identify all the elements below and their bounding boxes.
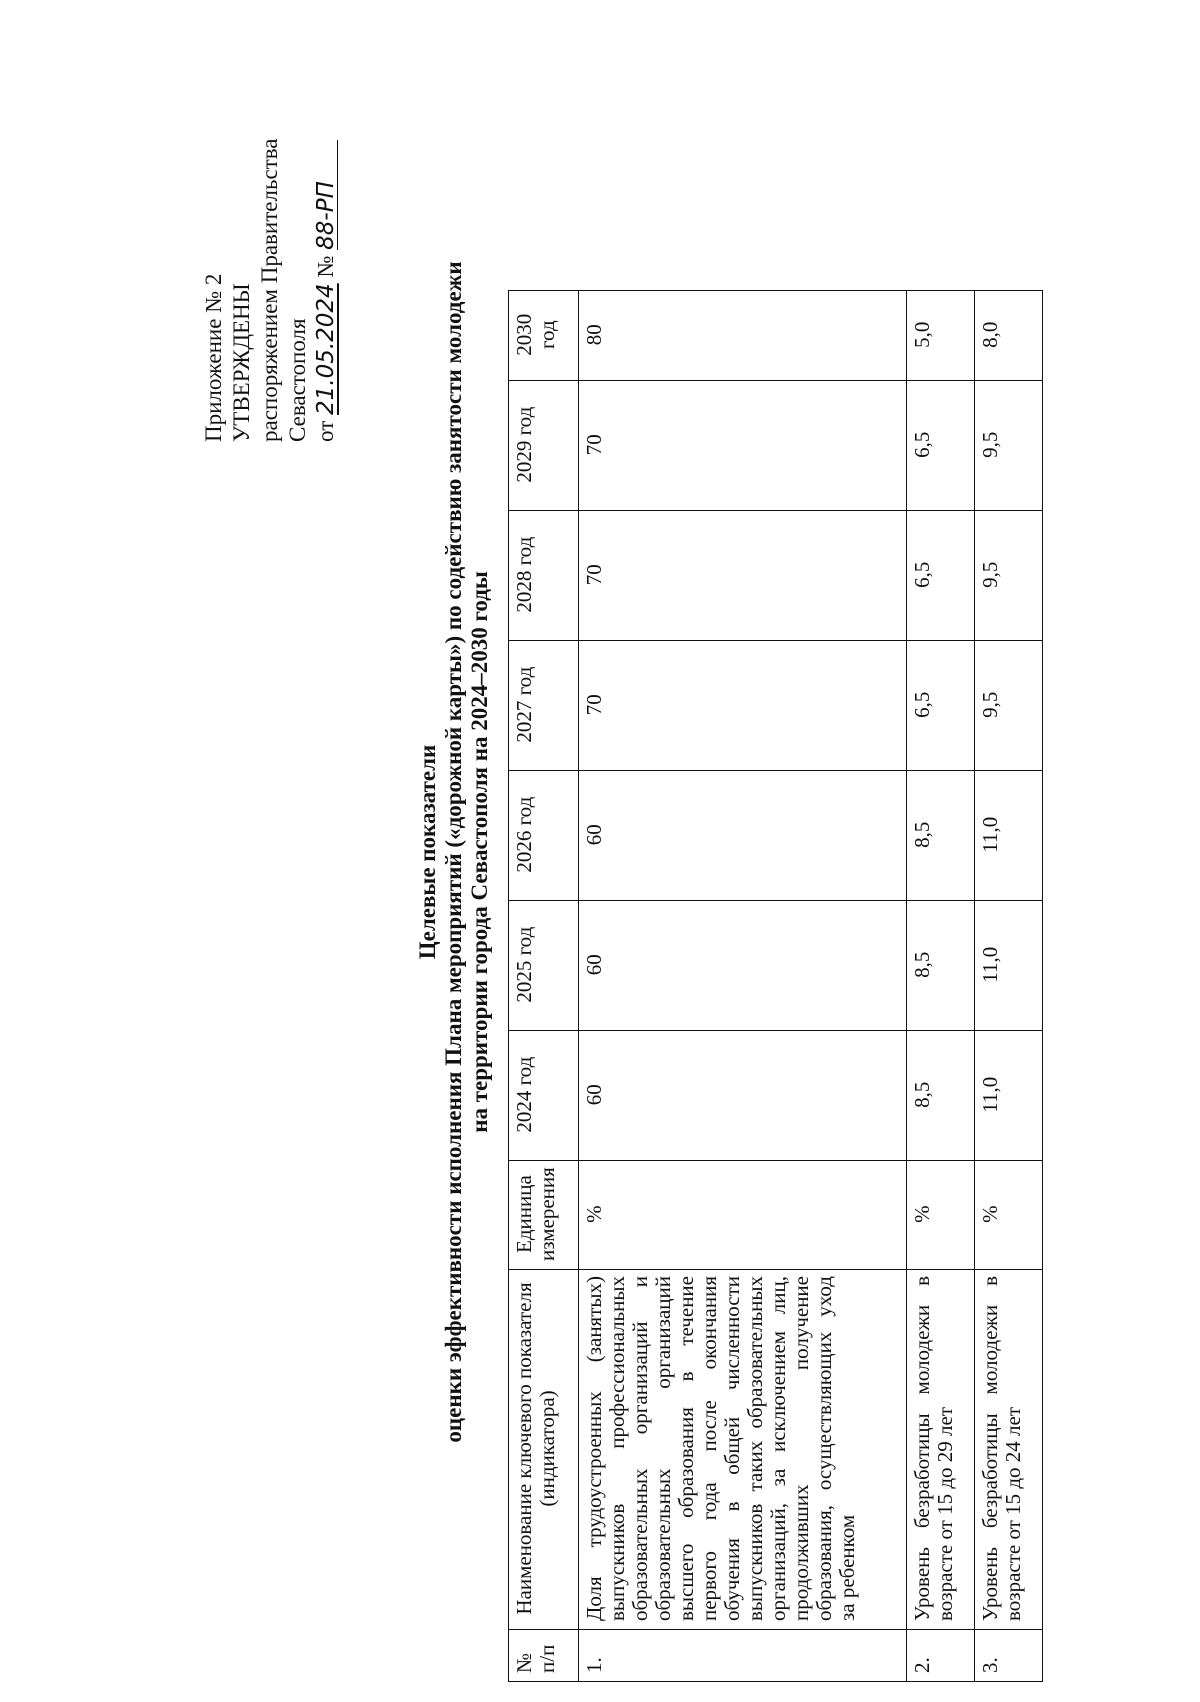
appendix-label: Приложение № 2	[201, 273, 226, 442]
header-year-2029: 2029 год	[509, 381, 579, 511]
row-value-2030: 80	[579, 291, 907, 381]
document-title	[415, 62, 493, 1642]
row-value-2025: 11,0	[975, 901, 1043, 1031]
row-unit: %	[907, 1161, 975, 1270]
table-row	[579, 291, 907, 1682]
table-row	[975, 291, 1043, 1682]
number-prefix: №	[313, 255, 338, 278]
row-value-2027: 9,5	[975, 641, 1043, 771]
row-num: 3.	[975, 1630, 1043, 1682]
row-num: 1.	[579, 1630, 907, 1682]
row-value-2029: 6,5	[907, 381, 975, 511]
table-header-row	[509, 291, 579, 1682]
row-value-2025: 8,5	[907, 901, 975, 1031]
header-year-2024: 2024 год	[509, 1031, 579, 1161]
row-value-2025: 60	[579, 901, 907, 1031]
city-label: Севастополя	[285, 318, 310, 442]
row-value-2028: 6,5	[907, 511, 975, 641]
header-year-2027: 2027 год	[509, 641, 579, 771]
row-value-2026: 8,5	[907, 771, 975, 901]
approved-label: УТВЕРЖДЕНЫ	[229, 283, 254, 442]
row-value-2030: 8,0	[975, 291, 1043, 381]
row-unit: %	[975, 1161, 1043, 1270]
header-name: Наименование ключевого показателя (индикатора)	[509, 1270, 579, 1630]
row-indicator-name: Доля трудоустроенных (занятых) выпускников профессиональных образовательных организаций и образовательных организаций высшего образования в течение первого года после окончания обучения в общей численности выпускников таких образовательных организаций, за исключением лиц, продолживших получение образования, осуществляющих уход за ребенком	[579, 1270, 907, 1630]
header-unit: Единица измерения	[509, 1161, 579, 1270]
approval-block	[200, 12, 340, 442]
row-num: 2.	[907, 1630, 975, 1682]
title-line-3: на территории города Севастополя на 2024–2030 годы	[467, 571, 492, 1133]
row-indicator-name: Уровень безработицы молодежи в возрасте от 15 до 24 лет	[975, 1270, 1043, 1630]
row-indicator-name: Уровень безработицы молодежи в возрасте от 15 до 29 лет	[907, 1270, 975, 1630]
title-line-1: Целевые показатели	[415, 744, 440, 960]
header-year-2025: 2025 год	[509, 901, 579, 1031]
header-year-2030: 2030 год	[509, 291, 579, 381]
row-value-2027: 70	[579, 641, 907, 771]
approved-by-label: распоряжением Правительства	[257, 138, 282, 442]
row-value-2028: 9,5	[975, 511, 1043, 641]
row-value-2029: 70	[579, 381, 907, 511]
date-number-line	[312, 12, 340, 442]
row-value-2026: 60	[579, 771, 907, 901]
header-year-2028: 2028 год	[509, 511, 579, 641]
row-value-2028: 70	[579, 511, 907, 641]
row-value-2024: 11,0	[975, 1031, 1043, 1161]
row-value-2026: 11,0	[975, 771, 1043, 901]
row-value-2024: 8,5	[907, 1031, 975, 1161]
row-value-2029: 9,5	[975, 381, 1043, 511]
row-value-2024: 60	[579, 1031, 907, 1161]
row-value-2027: 6,5	[907, 641, 975, 771]
date-prefix: от	[313, 420, 338, 442]
row-unit: %	[579, 1161, 907, 1270]
table-row	[907, 291, 975, 1682]
header-year-2026: 2026 год	[509, 771, 579, 901]
handwritten-date: 21.05.2024	[313, 283, 339, 415]
handwritten-number: 88-РП	[313, 181, 339, 250]
row-value-2030: 5,0	[907, 291, 975, 381]
indicators-table	[508, 290, 1043, 1682]
title-line-2: оценки эффективности исполнения Плана мероприятий («дорожной карты») по содействию занятости молодежи	[441, 261, 466, 1443]
header-num: № п/п	[509, 1630, 579, 1682]
